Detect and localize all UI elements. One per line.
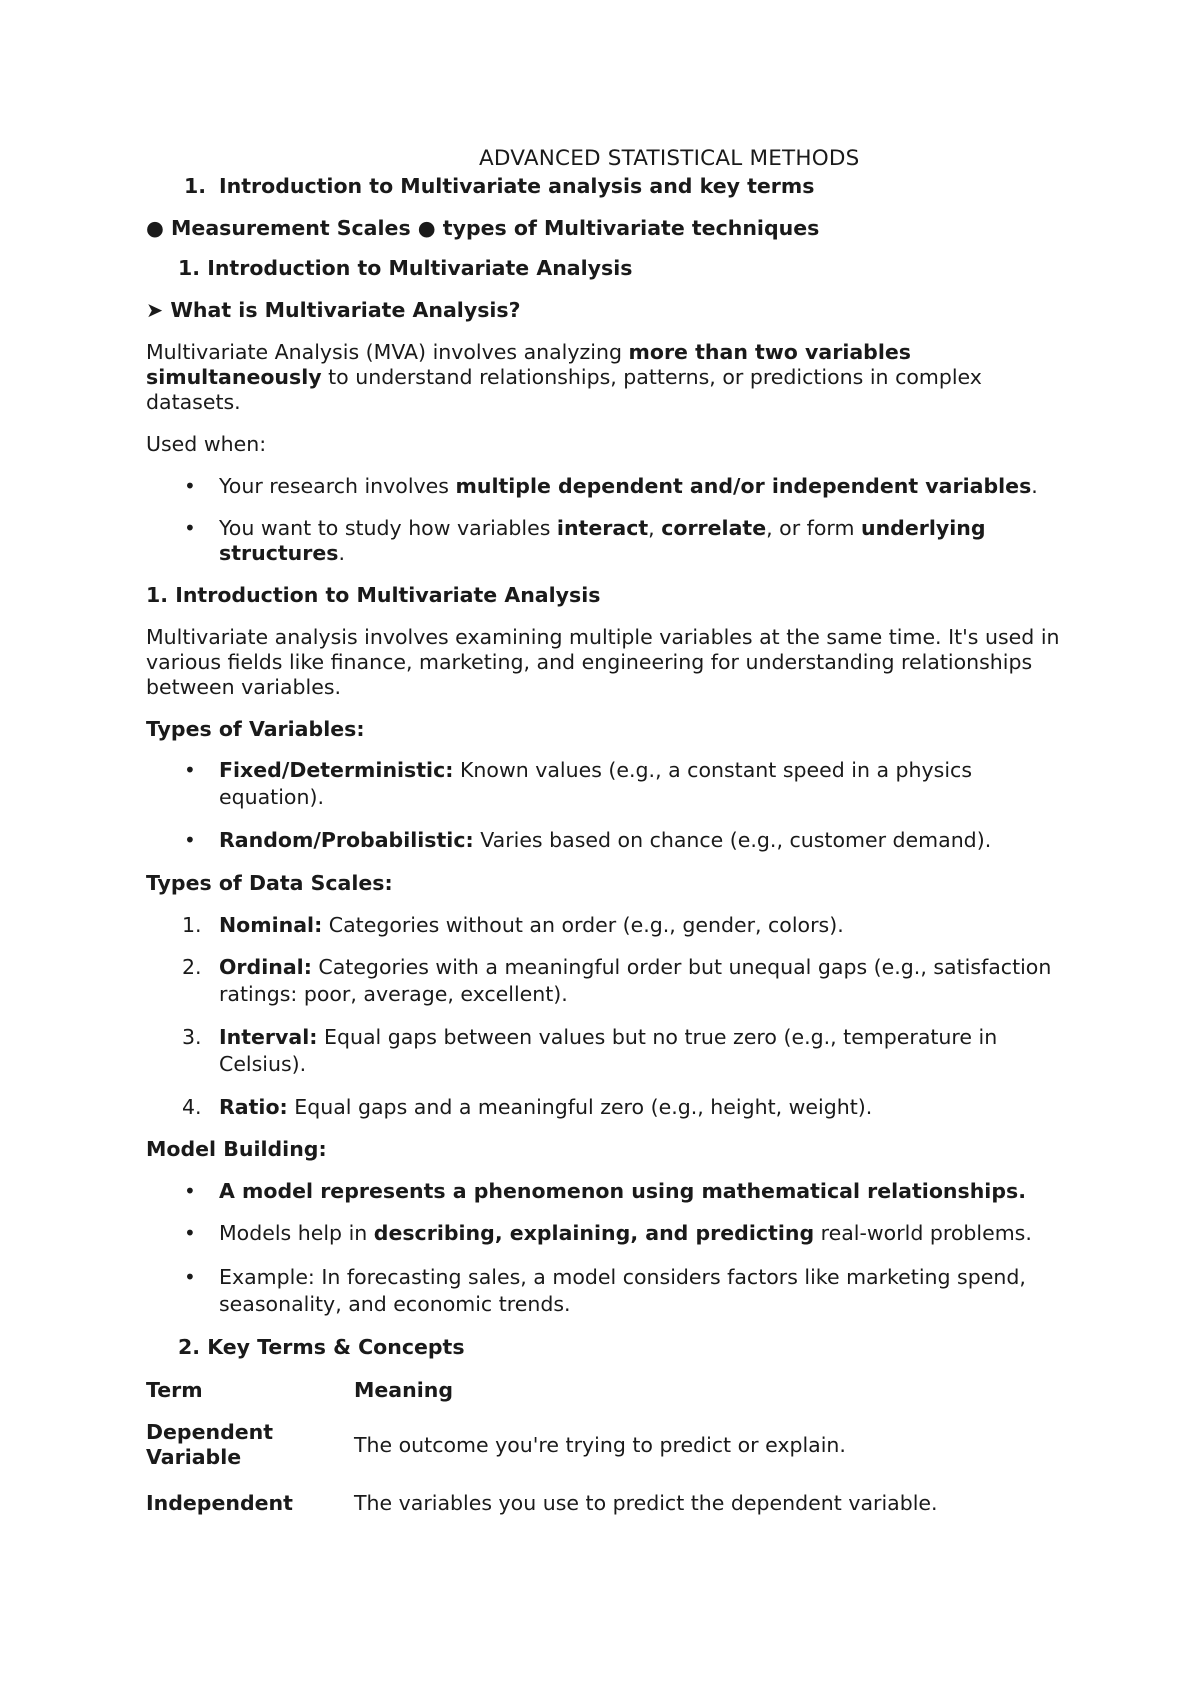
table-row-1-term-line1: Dependent <box>146 1420 274 1444</box>
section2-para-line2: various fields like finance, marketing, and engineering for understanding relationships <box>146 650 1033 674</box>
table-header-term: Term <box>146 1378 203 1402</box>
table-header-meaning: Meaning <box>354 1378 454 1402</box>
model-bullet-2: Models help in describing, explaining, and predicting real-world problems. <box>219 1221 1032 1245</box>
bullet-marker: • <box>184 758 196 782</box>
used-when-bullet-2: You want to study how variables interact, correlate, or form underlying <box>219 516 986 540</box>
bullet-marker: • <box>184 474 196 498</box>
table-row-2-term: Independent <box>146 1491 293 1515</box>
section2-para-line3: between variables. <box>146 675 342 699</box>
table-row-2-meaning: The variables you use to predict the dependent variable. <box>354 1491 938 1515</box>
types-of-variables-heading: Types of Variables: <box>146 717 365 741</box>
scale-interval-cont: Celsius). <box>219 1052 307 1076</box>
list-number: 2. <box>182 955 202 979</box>
bullet-marker: • <box>184 1179 196 1203</box>
used-when-bullet-1: Your research involves multiple dependent and/or independent variables. <box>219 474 1038 498</box>
table-row-1-meaning: The outcome you're trying to predict or explain. <box>354 1433 846 1457</box>
bullet-marker: • <box>184 516 196 540</box>
section3-heading: 2. Key Terms & Concepts <box>178 1335 465 1359</box>
section2-heading: 1. Introduction to Multivariate Analysis <box>146 583 601 607</box>
section1-question: ➤ What is Multivariate Analysis? <box>146 298 521 322</box>
scale-interval: Interval: Equal gaps between values but no true zero (e.g., temperature in <box>219 1025 998 1049</box>
model-bullet-3: Example: In forecasting sales, a model considers factors like marketing spend, <box>219 1265 1026 1289</box>
section1-para-line2: simultaneously to understand relationships, patterns, or predictions in complex <box>146 365 982 389</box>
bullet-marker: • <box>184 828 196 852</box>
scale-nominal: Nominal: Categories without an order (e.g., gender, colors). <box>219 913 844 937</box>
model-building-heading: Model Building: <box>146 1137 327 1161</box>
used-when-label: Used when: <box>146 432 267 456</box>
model-bullet-3-cont: seasonality, and economic trends. <box>219 1292 571 1316</box>
list-number: 3. <box>182 1025 202 1049</box>
section1-para-line3: datasets. <box>146 390 241 414</box>
table-row-1-term-line2: Variable <box>146 1445 242 1469</box>
bullet-marker: • <box>184 1265 196 1289</box>
scale-ratio: Ratio: Equal gaps and a meaningful zero (e.g., height, weight). <box>219 1095 873 1119</box>
model-bullet-1: A model represents a phenomenon using mathematical relationships. <box>219 1179 1026 1203</box>
bullet-marker: • <box>184 1221 196 1245</box>
document-title: ADVANCED STATISTICAL METHODS <box>479 146 860 171</box>
scale-ordinal: Ordinal: Categories with a meaningful order but unequal gaps (e.g., satisfaction <box>219 955 1052 979</box>
list-number: 1. <box>182 913 202 937</box>
variable-fixed: Fixed/Deterministic: Known values (e.g., a constant speed in a physics <box>219 758 973 782</box>
used-when-bullet-2-cont: structures. <box>219 541 345 565</box>
section2-para-line1: Multivariate analysis involves examining multiple variables at the same time. It's used in <box>146 625 1060 649</box>
outline-heading-text: Introduction to Multivariate analysis and key terms <box>219 174 815 198</box>
outline-number: 1. <box>184 174 207 198</box>
section1-para-line1: Multivariate Analysis (MVA) involves analyzing more than two variables <box>146 340 911 364</box>
section1-heading: 1. Introduction to Multivariate Analysis <box>178 256 633 280</box>
variable-fixed-cont: equation). <box>219 785 324 809</box>
types-of-scales-heading: Types of Data Scales: <box>146 871 393 895</box>
variable-random: Random/Probabilistic: Varies based on chance (e.g., customer demand). <box>219 828 992 852</box>
list-number: 4. <box>182 1095 202 1119</box>
scale-ordinal-cont: ratings: poor, average, excellent). <box>219 982 568 1006</box>
outline-bullet-line: ● Measurement Scales ● types of Multivariate techniques <box>146 216 820 240</box>
